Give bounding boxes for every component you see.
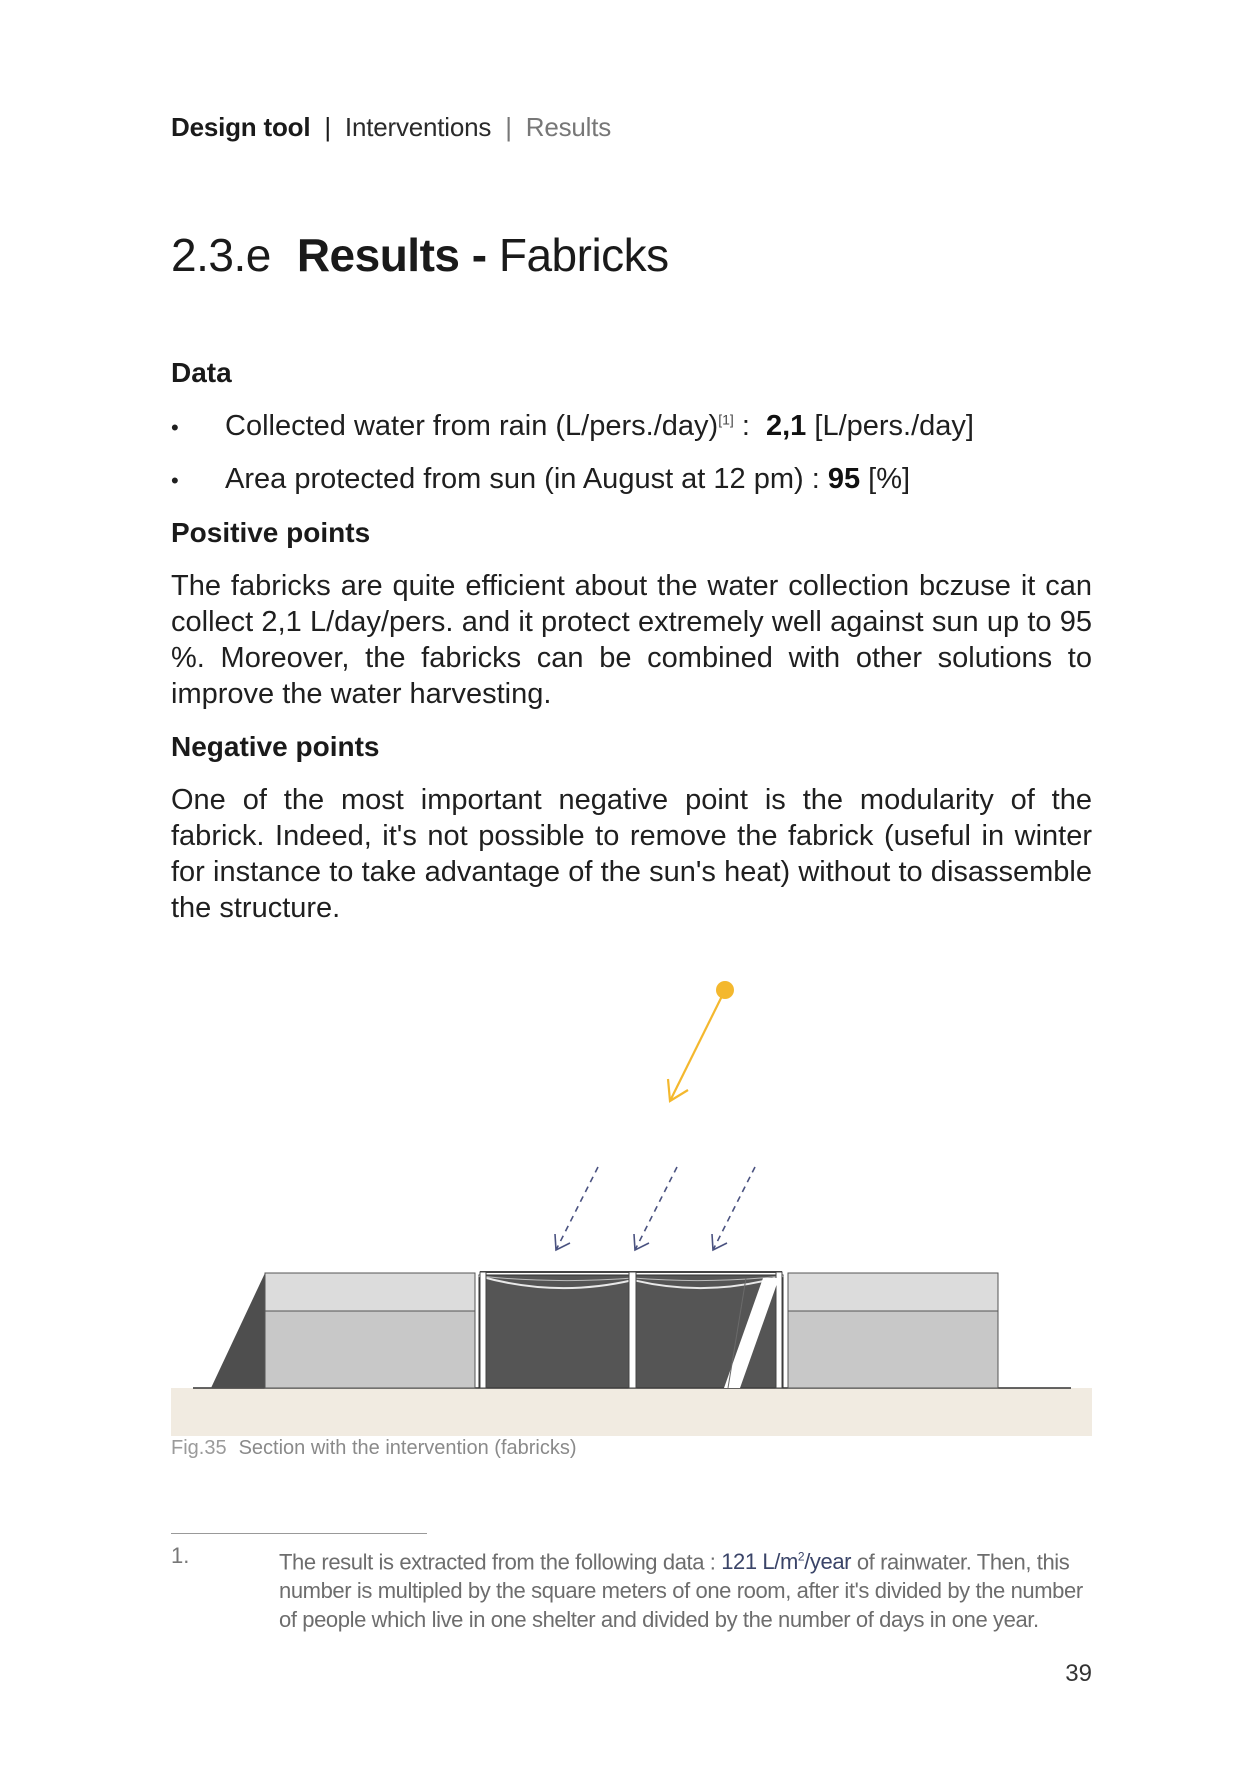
page-title bbox=[171, 228, 669, 282]
rain-arrow-icon bbox=[634, 1167, 677, 1250]
rain-arrow-icon bbox=[712, 1167, 755, 1250]
left-block bbox=[265, 1273, 475, 1388]
sun-icon bbox=[668, 981, 734, 1101]
title-rest: Fabricks bbox=[498, 229, 669, 281]
positive-heading: Positive points bbox=[171, 517, 371, 548]
fabrick-structure bbox=[479, 1272, 783, 1388]
breadcrumb-separator: | bbox=[505, 112, 512, 142]
negative-paragraph: One of the most important negative point is the modularity of the fabrick. Indeed, it's not possible to remove the fabrick (useful in winter for instance to take advantage of the sun's heat) without to disassemble the structure. bbox=[171, 784, 1092, 924]
breadcrumb bbox=[171, 112, 611, 143]
negative-heading: Negative points bbox=[171, 731, 380, 762]
ground-band bbox=[171, 1388, 1092, 1436]
figure-label: Fig.35 bbox=[171, 1437, 227, 1459]
sun-value: 95 bbox=[827, 463, 861, 495]
footnote-divider bbox=[171, 1533, 427, 1534]
section-number: 2.3.e bbox=[171, 229, 271, 281]
figure-caption-text: Section with the intervention (fabricks) bbox=[238, 1437, 577, 1459]
data-bullet-sun: • Area protected from sun (in August at 12 pm) : 95 [%] bbox=[171, 463, 911, 495]
figure-caption bbox=[171, 1437, 577, 1460]
right-block bbox=[788, 1273, 998, 1388]
section-figure bbox=[171, 960, 1092, 1440]
bullet-dot: • bbox=[171, 415, 179, 440]
title-bold: Results - bbox=[296, 229, 487, 281]
bullet-dot: • bbox=[171, 468, 179, 493]
data-bullet-water: • Collected water from rain (L/pers./day)[1] : 2,1 [L/pers./day] bbox=[171, 410, 974, 442]
water-value: 2,1 bbox=[766, 410, 807, 442]
breadcrumb-design-tool: Design tool bbox=[171, 112, 311, 142]
data-heading: Data bbox=[171, 357, 232, 388]
rain-arrow-icon bbox=[555, 1167, 598, 1250]
footnote-ref: [1] bbox=[718, 411, 734, 428]
left-slope bbox=[211, 1273, 265, 1388]
footnote-highlight: 121 $L/m^2$/year bbox=[721, 1549, 852, 1575]
page-number: 39 bbox=[1065, 1660, 1092, 1687]
breadcrumb-interventions: Interventions bbox=[344, 112, 492, 142]
footnote-number: 1. bbox=[171, 1543, 190, 1568]
breadcrumb-results: Results bbox=[525, 112, 612, 142]
footnote-text: The result is extracted from the following data : 121 $L/m^2$/year of rainwater. Then, this number is multipled by the square meters of one room, after it's divided by the number of people which live in one shelter and divided by the number of days in one year. bbox=[279, 1549, 1083, 1633]
positive-paragraph: The fabricks are quite efficient about the water collection bczuse it can collect 2,1 L/day/pers. and it protect extremely well against sun up to 95 %. Moreover, the fabricks can be combined with other solutions to improve the water harvesting. bbox=[171, 570, 1092, 710]
rain-arrows bbox=[555, 1167, 755, 1250]
breadcrumb-separator: | bbox=[324, 112, 331, 142]
